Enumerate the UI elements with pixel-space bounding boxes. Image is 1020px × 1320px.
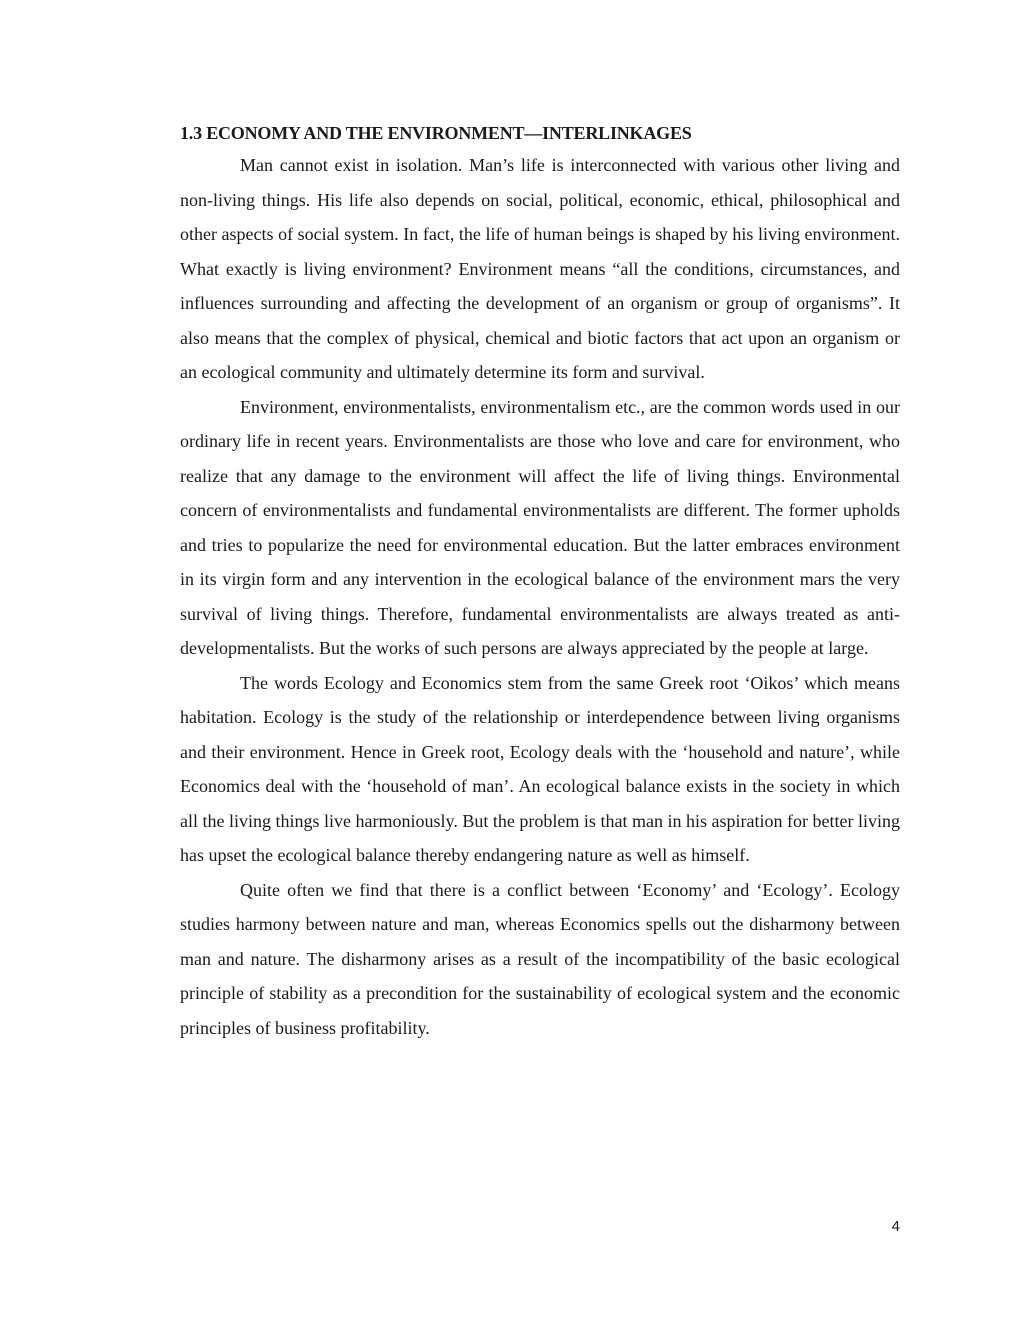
paragraph-2: Environment, environmentalists, environmentalism etc., are the common words used in our ordinary life in recent years. Environmentalists are those who love and care for environment, who realize that any damage to the environment will affect the life of living things. Environmental concern of environmentalists and fundamental environmentalists are different. The former upholds and tries to popularize the need for environmental education. But the latter embraces environment in its virgin form and any intervention in the ecological balance of the environment mars the very survival of living things. Therefore, fundamental environmentalists are always treated as anti-developmentalists. But the works of such persons are always appreciated by the people at large. [180, 396, 900, 658]
page-number: 4 [891, 1218, 900, 1235]
page-content [180, 118, 900, 1045]
paragraph-1: Man cannot exist in isolation. Man’s life is interconnected with various other living and non-living things. His life also depends on social, political, economic, ethical, philosophical and other aspects of social system. In fact, the life of human beings is shaped by his living environment. What exactly is living environment? Environment means “all the conditions, circumstances, and influences surrounding and affecting the development of an organism or group of organisms”. It also means that the complex of physical, chemical and biotic factors that act upon an organism or an ecological community and ultimately determine its form and survival. [180, 155, 900, 382]
paragraph-3: The words Ecology and Economics stem from the same Greek root ‘Oikos’ which means habitation. Ecology is the study of the relationship or interdependence between living organisms and their environment. Hence in Greek root, Ecology deals with the ‘household and nature’, while Economics deal with the ‘household of man’. An ecological balance exists in the society in which all the living things live harmoniously. But the problem is that man in his aspiration for better living has upset the ecological balance thereby endangering nature as well as himself. [180, 672, 900, 865]
section-heading: 1.3 ECONOMY AND THE ENVIRONMENT—INTERLINKAGES [180, 123, 692, 143]
paragraph-4: Quite often we find that there is a conflict between ‘Economy’ and ‘Ecology’. Ecology studies harmony between nature and man, whereas Economics spells out the disharmony between man and nature. The disharmony arises as a result of the incompatibility of the basic ecological principle of stability as a precondition for the sustainability of ecological system and the economic principles of business profitability. [180, 879, 900, 1038]
